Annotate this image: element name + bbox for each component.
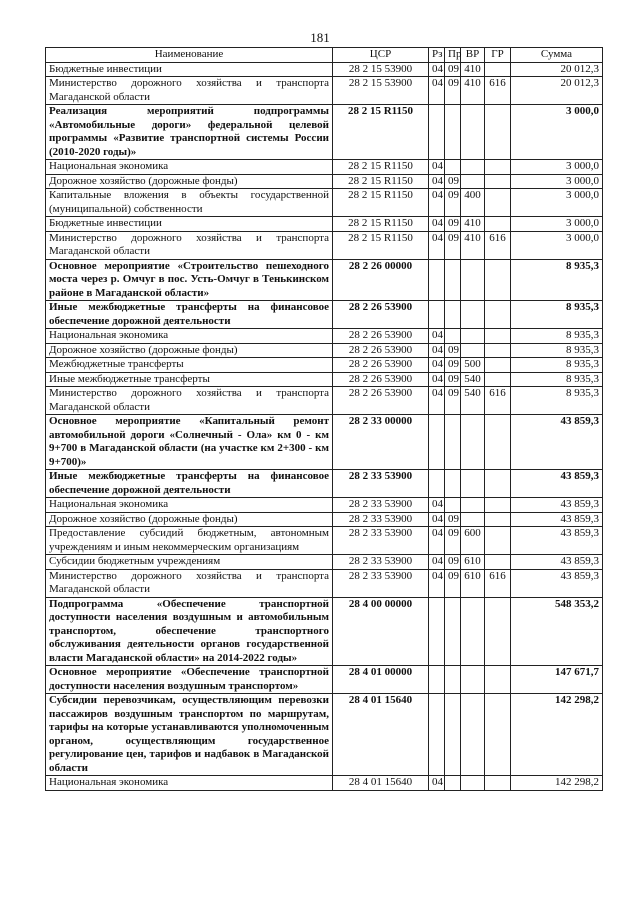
row-rz-cell: 04 [429, 358, 445, 373]
row-csr-cell: 28 2 15 R1150 [333, 231, 429, 259]
row-csr-cell: 28 2 26 53900 [333, 301, 429, 329]
table-row [46, 301, 603, 329]
row-csr-cell: 28 2 15 R1150 [333, 189, 429, 217]
row-vr-cell: 600 [461, 527, 485, 555]
row-name-cell: Субсидии бюджетным учреждениям [46, 555, 333, 570]
row-csr-cell: 28 2 26 53900 [333, 387, 429, 415]
row-rz-cell: 04 [429, 329, 445, 344]
row-name-cell: Национальная экономика [46, 329, 333, 344]
header-rz: Рз [429, 48, 445, 63]
row-rz-cell [429, 105, 445, 160]
row-vr-cell: 610 [461, 569, 485, 597]
row-gr-cell [485, 259, 511, 301]
row-vr-cell: 410 [461, 231, 485, 259]
row-csr-cell: 28 4 01 15640 [333, 694, 429, 776]
row-rz-cell: 04 [429, 387, 445, 415]
row-gr-cell [485, 343, 511, 358]
row-gr-cell [485, 217, 511, 232]
row-name-cell: Национальная экономика [46, 498, 333, 513]
table-row [46, 77, 603, 105]
row-sum-cell: 8 935,3 [511, 329, 603, 344]
header-gr: ГР [485, 48, 511, 63]
row-rz-cell [429, 470, 445, 498]
row-pr-cell: 09 [445, 555, 461, 570]
row-csr-cell: 28 4 01 15640 [333, 776, 429, 791]
row-gr-cell [485, 597, 511, 666]
table-row [46, 358, 603, 373]
row-vr-cell: 410 [461, 77, 485, 105]
row-pr-cell: 09 [445, 343, 461, 358]
table-header-row [46, 48, 603, 63]
table-row [46, 217, 603, 232]
table-row [46, 527, 603, 555]
table-row [46, 597, 603, 666]
row-pr-cell [445, 259, 461, 301]
row-gr-cell [485, 498, 511, 513]
row-rz-cell: 04 [429, 62, 445, 77]
row-rz-cell: 04 [429, 776, 445, 791]
row-name-cell: Субсидии перевозчикам, осуществляющим перевозки пассажиров воздушным транспортом по маршрутам, тарифы на которые устанавливаются уполномоченным органом, осуществляющим государственное регулирование цен, тарифов и надбавок в Магаданской области [46, 694, 333, 776]
row-name-cell: Дорожное хозяйство (дорожные фонды) [46, 343, 333, 358]
row-name-cell: Бюджетные инвестиции [46, 62, 333, 77]
row-gr-cell [485, 160, 511, 175]
row-sum-cell: 8 935,3 [511, 372, 603, 387]
header-pr: Пр [445, 48, 461, 63]
row-csr-cell: 28 2 26 53900 [333, 343, 429, 358]
row-sum-cell: 3 000,0 [511, 217, 603, 232]
row-sum-cell: 20 012,3 [511, 77, 603, 105]
row-pr-cell [445, 498, 461, 513]
row-gr-cell: 616 [485, 231, 511, 259]
row-vr-cell [461, 105, 485, 160]
row-name-cell: Подпрограмма «Обеспечение транспортной доступности населения воздушным и автомобильным транспортом, обеспечение транспортного обслуживания деятельности органов государственной власти Магаданской области» на 2014-2022 годы» [46, 597, 333, 666]
row-sum-cell: 548 353,2 [511, 597, 603, 666]
row-csr-cell: 28 4 00 00000 [333, 597, 429, 666]
row-csr-cell: 28 2 15 53900 [333, 77, 429, 105]
row-pr-cell: 09 [445, 569, 461, 597]
row-sum-cell: 20 012,3 [511, 62, 603, 77]
row-gr-cell: 616 [485, 387, 511, 415]
row-rz-cell: 04 [429, 555, 445, 570]
row-pr-cell: 09 [445, 387, 461, 415]
row-sum-cell: 147 671,7 [511, 666, 603, 694]
row-gr-cell [485, 527, 511, 555]
table-row [46, 372, 603, 387]
header-name: Наименование [46, 48, 333, 63]
row-pr-cell: 09 [445, 512, 461, 527]
row-vr-cell [461, 174, 485, 189]
header-sum: Сумма [511, 48, 603, 63]
row-sum-cell: 3 000,0 [511, 231, 603, 259]
row-name-cell: Предоставление субсидий бюджетным, автономным учреждениям и иным некоммерческим организациям [46, 527, 333, 555]
row-gr-cell [485, 666, 511, 694]
header-vr: ВР [461, 48, 485, 63]
table-row [46, 415, 603, 470]
row-gr-cell [485, 512, 511, 527]
row-rz-cell [429, 694, 445, 776]
row-pr-cell [445, 329, 461, 344]
row-sum-cell: 8 935,3 [511, 387, 603, 415]
row-sum-cell: 142 298,2 [511, 776, 603, 791]
header-csr: ЦСР [333, 48, 429, 63]
table-body [46, 62, 603, 790]
row-sum-cell: 43 859,3 [511, 555, 603, 570]
row-vr-cell: 610 [461, 555, 485, 570]
row-sum-cell: 8 935,3 [511, 343, 603, 358]
row-pr-cell [445, 666, 461, 694]
row-name-cell: Национальная экономика [46, 776, 333, 791]
row-csr-cell: 28 2 33 53900 [333, 569, 429, 597]
row-rz-cell: 04 [429, 160, 445, 175]
table-row [46, 555, 603, 570]
table-row [46, 160, 603, 175]
row-rz-cell: 04 [429, 372, 445, 387]
row-gr-cell [485, 555, 511, 570]
table-row [46, 189, 603, 217]
row-rz-cell: 04 [429, 512, 445, 527]
row-csr-cell: 28 2 26 00000 [333, 259, 429, 301]
row-sum-cell: 8 935,3 [511, 259, 603, 301]
row-rz-cell: 04 [429, 527, 445, 555]
row-pr-cell: 09 [445, 358, 461, 373]
table-row [46, 259, 603, 301]
row-rz-cell [429, 597, 445, 666]
row-gr-cell [485, 301, 511, 329]
row-csr-cell: 28 2 26 53900 [333, 329, 429, 344]
row-gr-cell [485, 415, 511, 470]
row-vr-cell [461, 597, 485, 666]
row-pr-cell [445, 160, 461, 175]
row-vr-cell [461, 498, 485, 513]
row-gr-cell [485, 174, 511, 189]
table-row [46, 387, 603, 415]
table-row [46, 470, 603, 498]
row-name-cell: Национальная экономика [46, 160, 333, 175]
row-vr-cell [461, 415, 485, 470]
row-pr-cell [445, 415, 461, 470]
table-row [46, 569, 603, 597]
table-row [46, 776, 603, 791]
row-csr-cell: 28 2 33 00000 [333, 415, 429, 470]
row-csr-cell: 28 2 33 53900 [333, 527, 429, 555]
row-name-cell: Министерство дорожного хозяйства и транспорта Магаданской области [46, 569, 333, 597]
table-row [46, 329, 603, 344]
row-name-cell: Дорожное хозяйство (дорожные фонды) [46, 174, 333, 189]
table-row [46, 666, 603, 694]
row-sum-cell: 43 859,3 [511, 498, 603, 513]
row-csr-cell: 28 2 33 53900 [333, 512, 429, 527]
row-rz-cell: 04 [429, 343, 445, 358]
row-name-cell: Бюджетные инвестиции [46, 217, 333, 232]
table-row [46, 174, 603, 189]
row-sum-cell: 8 935,3 [511, 358, 603, 373]
row-sum-cell: 43 859,3 [511, 470, 603, 498]
row-sum-cell: 43 859,3 [511, 512, 603, 527]
row-vr-cell [461, 666, 485, 694]
row-pr-cell: 09 [445, 372, 461, 387]
row-pr-cell [445, 301, 461, 329]
row-pr-cell [445, 694, 461, 776]
row-name-cell: Основное мероприятие «Строительство пешеходного моста через р. Омчуг в пос. Усть-Омчуг в Тенькинском районе в Магаданской области» [46, 259, 333, 301]
row-rz-cell [429, 301, 445, 329]
row-vr-cell: 410 [461, 62, 485, 77]
row-pr-cell: 09 [445, 527, 461, 555]
row-pr-cell: 09 [445, 174, 461, 189]
row-name-cell: Иные межбюджетные трансферты на финансовое обеспечение дорожной деятельности [46, 301, 333, 329]
row-csr-cell: 28 2 15 R1150 [333, 174, 429, 189]
row-vr-cell: 540 [461, 387, 485, 415]
row-vr-cell [461, 470, 485, 498]
row-vr-cell [461, 301, 485, 329]
row-pr-cell [445, 597, 461, 666]
row-gr-cell [485, 189, 511, 217]
row-csr-cell: 28 2 15 R1150 [333, 160, 429, 175]
row-gr-cell [485, 105, 511, 160]
row-gr-cell: 616 [485, 569, 511, 597]
row-sum-cell: 43 859,3 [511, 415, 603, 470]
row-gr-cell [485, 470, 511, 498]
row-name-cell: Иные межбюджетные трансферты на финансовое обеспечение дорожной деятельности [46, 470, 333, 498]
table-row [46, 62, 603, 77]
row-name-cell: Министерство дорожного хозяйства и транспорта Магаданской области [46, 387, 333, 415]
row-vr-cell [461, 512, 485, 527]
row-csr-cell: 28 2 15 R1150 [333, 217, 429, 232]
row-gr-cell [485, 329, 511, 344]
row-gr-cell [485, 694, 511, 776]
row-pr-cell: 09 [445, 189, 461, 217]
row-name-cell: Основное мероприятие «Капитальный ремонт автомобильной дороги «Солнечный - Ола» км 0 - км 9+700 в Магаданской области (на участке км 2+300 - км 9+700)» [46, 415, 333, 470]
row-sum-cell: 43 859,3 [511, 527, 603, 555]
row-vr-cell: 400 [461, 189, 485, 217]
table-row [46, 343, 603, 358]
row-csr-cell: 28 2 26 53900 [333, 372, 429, 387]
row-sum-cell: 8 935,3 [511, 301, 603, 329]
row-pr-cell: 09 [445, 217, 461, 232]
row-rz-cell: 04 [429, 174, 445, 189]
row-vr-cell [461, 694, 485, 776]
row-rz-cell: 04 [429, 498, 445, 513]
table-row [46, 231, 603, 259]
row-pr-cell: 09 [445, 231, 461, 259]
row-name-cell: Дорожное хозяйство (дорожные фонды) [46, 512, 333, 527]
row-vr-cell: 500 [461, 358, 485, 373]
table-row [46, 498, 603, 513]
row-pr-cell: 09 [445, 62, 461, 77]
table-row [46, 105, 603, 160]
row-pr-cell [445, 776, 461, 791]
row-pr-cell [445, 470, 461, 498]
row-name-cell: Межбюджетные трансферты [46, 358, 333, 373]
row-sum-cell: 3 000,0 [511, 174, 603, 189]
table-row [46, 512, 603, 527]
row-rz-cell: 04 [429, 569, 445, 597]
row-sum-cell: 3 000,0 [511, 105, 603, 160]
row-csr-cell: 28 2 15 R1150 [333, 105, 429, 160]
row-sum-cell: 142 298,2 [511, 694, 603, 776]
row-vr-cell: 540 [461, 372, 485, 387]
row-rz-cell: 04 [429, 217, 445, 232]
row-csr-cell: 28 2 33 53900 [333, 470, 429, 498]
row-sum-cell: 3 000,0 [511, 189, 603, 217]
row-pr-cell: 09 [445, 77, 461, 105]
row-gr-cell [485, 62, 511, 77]
row-pr-cell [445, 105, 461, 160]
row-rz-cell [429, 666, 445, 694]
row-gr-cell [485, 358, 511, 373]
row-name-cell: Основное мероприятие «Обеспечение транспортной доступности населения воздушным транспортом» [46, 666, 333, 694]
row-csr-cell: 28 4 01 00000 [333, 666, 429, 694]
row-name-cell: Министерство дорожного хозяйства и транспорта Магаданской области [46, 77, 333, 105]
row-csr-cell: 28 2 33 53900 [333, 555, 429, 570]
row-name-cell: Реализация мероприятий подпрограммы «Автомобильные дороги» федеральной целевой программы «Развитие транспортной системы России (2010-2020 годы)» [46, 105, 333, 160]
row-csr-cell: 28 2 33 53900 [333, 498, 429, 513]
table-row [46, 694, 603, 776]
budget-table [45, 47, 603, 791]
row-vr-cell [461, 160, 485, 175]
row-gr-cell [485, 776, 511, 791]
row-name-cell: Иные межбюджетные трансферты [46, 372, 333, 387]
row-vr-cell: 410 [461, 217, 485, 232]
row-rz-cell: 04 [429, 231, 445, 259]
row-vr-cell [461, 343, 485, 358]
row-csr-cell: 28 2 15 53900 [333, 62, 429, 77]
row-sum-cell: 3 000,0 [511, 160, 603, 175]
row-rz-cell [429, 415, 445, 470]
row-rz-cell: 04 [429, 189, 445, 217]
row-csr-cell: 28 2 26 53900 [333, 358, 429, 373]
row-gr-cell: 616 [485, 77, 511, 105]
row-gr-cell [485, 372, 511, 387]
row-vr-cell [461, 259, 485, 301]
row-sum-cell: 43 859,3 [511, 569, 603, 597]
row-rz-cell [429, 259, 445, 301]
page-number: 181 [310, 30, 330, 45]
row-vr-cell [461, 329, 485, 344]
row-rz-cell: 04 [429, 77, 445, 105]
row-name-cell: Капитальные вложения в объекты государственной (муниципальной) собственности [46, 189, 333, 217]
row-name-cell: Министерство дорожного хозяйства и транспорта Магаданской области [46, 231, 333, 259]
row-vr-cell [461, 776, 485, 791]
